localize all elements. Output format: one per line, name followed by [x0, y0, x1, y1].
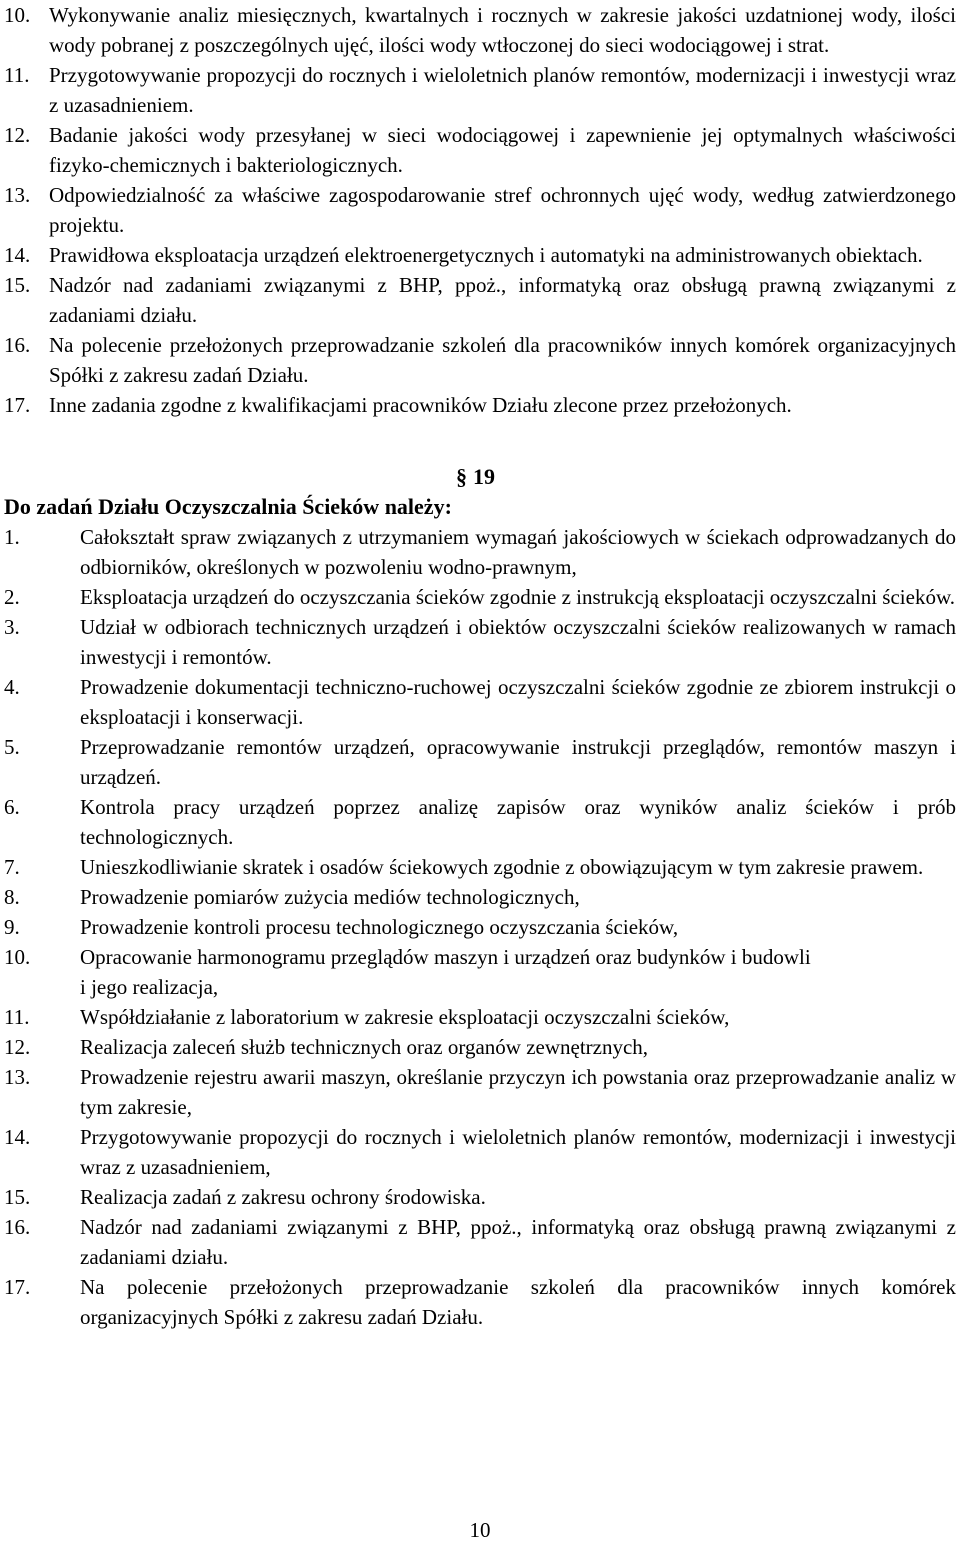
item-number: 12. [4, 1035, 31, 1059]
page-number: 10 [469, 1518, 491, 1542]
section-heading: Do zadań Działu Oczyszczalnia Ścieków należy: [4, 494, 452, 519]
list-item [4, 732, 956, 792]
item-text: Realizacja zadań z zakresu ochrony środowiska. [80, 1185, 486, 1209]
list-item [4, 522, 956, 582]
item-number: 16. [4, 333, 31, 357]
item-number: 7. [4, 855, 20, 879]
item-number: 6. [4, 795, 20, 819]
item-number: 12. [4, 123, 31, 147]
list-item [4, 942, 956, 1002]
list-item [4, 1062, 956, 1122]
item-text: Współdziałanie z laboratorium w zakresie eksploatacji oczyszczalni ścieków, [80, 1005, 730, 1029]
list-item [4, 270, 956, 330]
item-text: Na polecenie przełożonych przeprowadzanie szkoleń dla pracowników innych komórek organizacyjnych Spółki z zakresu zadań Działu. [49, 333, 956, 387]
list-item [4, 1182, 956, 1212]
item-text-continuation: i jego realizacja, [80, 975, 219, 999]
item-text: Na polecenie przełożonych przeprowadzanie szkoleń dla pracowników innych komórek organizacyjnych Spółki z zakresu zadań Działu. [80, 1275, 956, 1329]
item-text: Wykonywanie analiz miesięcznych, kwartalnych i rocznych w zakresie jakości uzdatnionej wody, ilości wody pobranej z poszczególnych ujęć, ilości wody wtłoczonej do sieci wodociągowej i strat. [49, 3, 956, 57]
item-text: Udział w odbiorach technicznych urządzeń i obiektów oczyszczalni ścieków realizowanych w ramach inwestycji i remontów. [80, 615, 956, 669]
list-item [4, 912, 956, 942]
item-text-multiline [80, 942, 956, 1002]
section-sign: § [456, 464, 467, 489]
item-number: 14. [4, 1125, 31, 1149]
item-number: 9. [4, 915, 20, 939]
item-number: 17. [4, 393, 31, 417]
item-text: Opracowanie harmonogramu przeglądów maszyn i urządzeń oraz budynków i budowli [80, 945, 811, 969]
list-item [4, 852, 956, 882]
list-item [4, 882, 956, 912]
item-text: Nadzór nad zadaniami związanymi z BHP, ppoż., informatyką oraz obsługą prawną związanymi z zadaniami działu. [80, 1215, 956, 1269]
list-item [4, 672, 956, 732]
item-text: Odpowiedzialność za właściwe zagospodarowanie stref ochronnych ujęć wody, według zatwierdzonego projektu. [49, 183, 956, 237]
list-item [4, 120, 956, 180]
item-number: 17. [4, 1275, 31, 1299]
item-number: 13. [4, 183, 31, 207]
list-item [4, 582, 956, 612]
list-item [4, 1212, 956, 1272]
page-content [4, 0, 956, 1332]
item-text: Unieszkodliwianie skratek i osadów ściekowych zgodnie z obowiązującym w tym zakresie prawem. [80, 855, 924, 879]
list-item [4, 180, 956, 240]
item-text: Badanie jakości wody przesyłanej w sieci wodociągowej i zapewnienie jej optymalnych właściwości fizyko-chemicznych i bakteriologicznych. [49, 123, 956, 177]
item-number: 15. [4, 273, 31, 297]
item-text: Całokształt spraw związanych z utrzymaniem wymagań jakościowych w ściekach odprowadzanych do odbiorników, określonych w pozwoleniu wodno-prawnym, [80, 525, 956, 579]
item-text: Nadzór nad zadaniami związanymi z BHP, ppoż., informatyką oraz obsługą prawną związanymi z zadaniami działu. [49, 273, 956, 327]
list-item [4, 1002, 956, 1032]
list-item [4, 330, 956, 390]
list-item [4, 390, 956, 420]
item-number: 3. [4, 615, 20, 639]
item-number: 10. [4, 945, 31, 969]
item-text: Prawidłowa eksploatacja urządzeń elektroenergetycznych i automatyki na administrowanych obiektach. [49, 243, 923, 267]
item-number: 14. [4, 243, 31, 267]
list-item [4, 240, 956, 270]
item-text: Prowadzenie pomiarów zużycia mediów technologicznych, [80, 885, 580, 909]
item-text: Przeprowadzanie remontów urządzeń, opracowywanie instrukcji przeglądów, remontów maszyn i urządzeń. [80, 735, 956, 789]
item-number: 4. [4, 675, 20, 699]
list-item [4, 792, 956, 852]
item-number: 11. [4, 1005, 30, 1029]
item-number: 16. [4, 1215, 31, 1239]
task-list-wastewater-dept [4, 522, 956, 1332]
list-item [4, 1032, 956, 1062]
item-number: 15. [4, 1185, 31, 1209]
list-item [4, 612, 956, 672]
item-number: 10. [4, 3, 31, 27]
list-item [4, 0, 956, 60]
list-item [4, 1272, 956, 1332]
item-text: Prowadzenie kontroli procesu technologicznego oczyszczania ścieków, [80, 915, 679, 939]
item-number: 1. [4, 525, 20, 549]
item-number: 5. [4, 735, 20, 759]
item-number: 2. [4, 585, 20, 609]
item-text: Przygotowywanie propozycji do rocznych i wieloletnich planów remontów, modernizacji i inwestycji wraz z uzasadnieniem. [49, 63, 956, 117]
item-text: Prowadzenie rejestru awarii maszyn, określanie przyczyn ich powstania oraz przeprowadzanie analiz w tym zakresie, [80, 1065, 956, 1119]
section-number: 19 [473, 464, 495, 489]
list-item [4, 1122, 956, 1182]
item-text: Kontrola pracy urządzeń poprzez analizę zapisów oraz wyników analiz ścieków i prób technologicznych. [80, 795, 956, 849]
section-marker [456, 462, 956, 492]
item-number: 8. [4, 885, 20, 909]
item-text: Eksploatacja urządzeń do oczyszczania ścieków zgodnie z instrukcją eksploatacji oczyszczalni ścieków. [80, 585, 955, 609]
task-list-water-dept [4, 0, 956, 420]
item-text: Realizacja zaleceń służb technicznych oraz organów zewnętrznych, [80, 1035, 649, 1059]
item-number: 11. [4, 63, 30, 87]
item-text: Inne zadania zgodne z kwalifikacjami pracowników Działu zlecone przez przełożonych. [49, 393, 792, 417]
item-text: Przygotowywanie propozycji do rocznych i wieloletnich planów remontów, modernizacji i inwestycji wraz z uzasadnieniem, [80, 1125, 956, 1179]
item-text: Prowadzenie dokumentacji techniczno-ruchowej oczyszczalni ścieków zgodnie ze zbiorem instrukcji o eksploatacji i konserwacji. [80, 675, 956, 729]
list-item [4, 60, 956, 120]
item-number: 13. [4, 1065, 31, 1089]
